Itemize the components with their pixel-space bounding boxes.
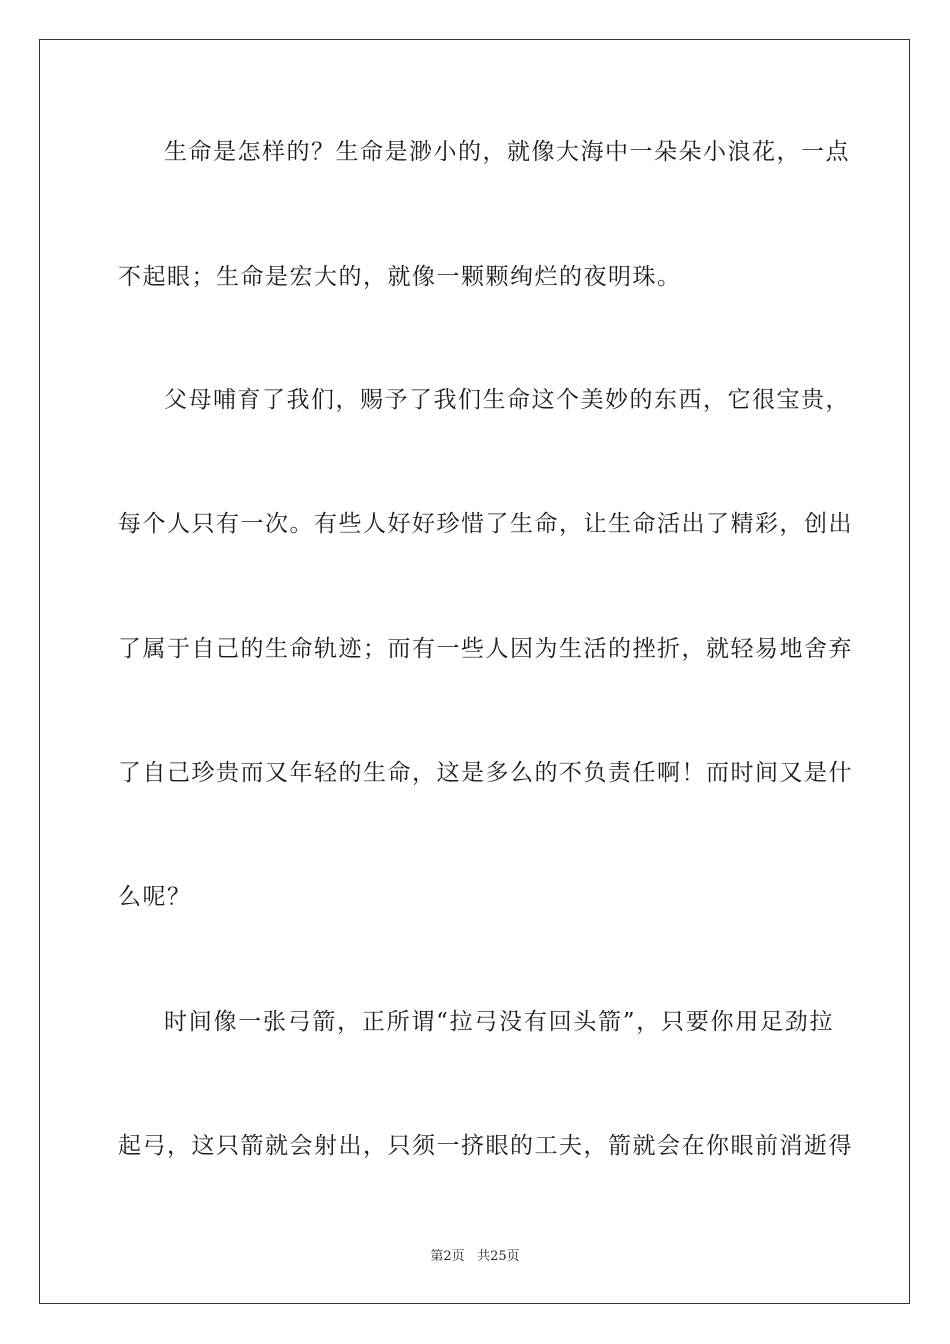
paragraph-1-line-1: 生命是怎样的？生命是渺小的，就像大海中一朵朵小浪花，一点 xyxy=(164,139,850,165)
paragraph-2-line-3: 了属于自己的生命轨迹；而有一些人因为生活的挫折，就轻易地舍弃 xyxy=(118,636,853,662)
paragraph-2-line-5: 么呢？ xyxy=(118,884,192,910)
page-footer xyxy=(0,1248,950,1266)
page-total: 共25页 xyxy=(477,1249,520,1264)
paragraph-3-line-1: 时间像一张弓箭，正所谓“拉弓没有回头箭”，只要你用足劲拉 xyxy=(164,1009,834,1035)
paragraph-2-line-4: 了自己珍贵而又年轻的生命，这是多么的不负责任啊！而时间又是什 xyxy=(118,760,853,786)
paragraph-2-line-1: 父母哺育了我们，赐予了我们生命这个美妙的东西，它很宝贵， xyxy=(164,387,850,413)
paragraph-2-line-2: 每个人只有一次。有些人好好珍惜了生命，让生命活出了精彩，创出 xyxy=(118,511,853,537)
paragraph-1-line-2: 不起眼；生命是宏大的，就像一颗颗绚烂的夜明珠。 xyxy=(118,264,682,290)
paragraph-3-line-2: 起弓，这只箭就会射出，只须一挤眼的工夫，箭就会在你眼前消逝得 xyxy=(118,1133,853,1159)
page-number: 第2页 xyxy=(430,1249,465,1264)
page-frame xyxy=(39,39,910,1304)
